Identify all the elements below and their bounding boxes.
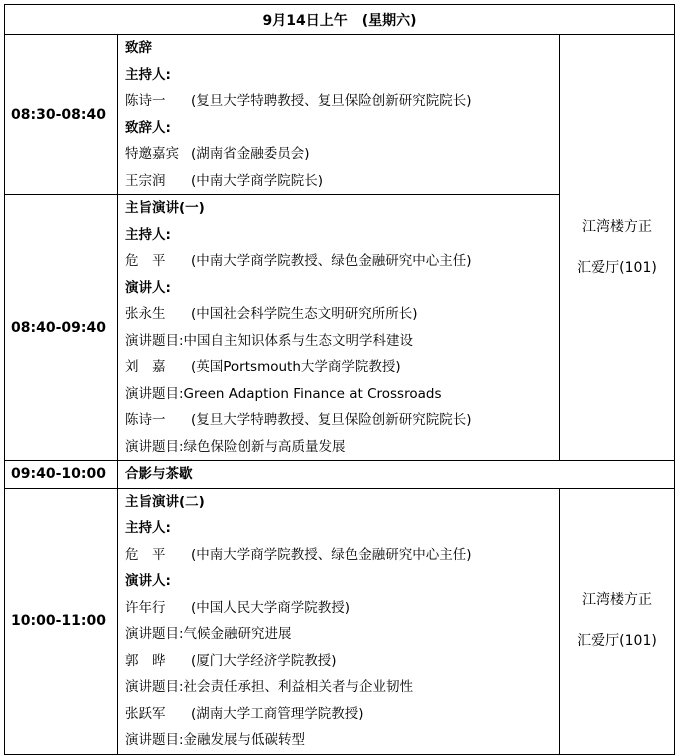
section-label (118, 35, 559, 62)
line-text: 演讲人: (125, 279, 171, 296)
venue-line-2: 汇爱厅(101) (577, 633, 657, 649)
participant-affiliation: (中南大学商学院教授、绿色金融研究中心主任) (191, 253, 472, 269)
topic-line (118, 434, 559, 461)
participant-line (118, 248, 559, 275)
session-time: 10:00-11:00 (5, 488, 118, 754)
schedule-table (4, 4, 675, 755)
session-content (118, 195, 560, 461)
line-text: 主持人: (125, 66, 171, 83)
line-text: 演讲题目:气候金融研究进展 (125, 626, 292, 642)
participant-line (118, 141, 559, 168)
section-label (118, 568, 559, 595)
section-label (118, 115, 559, 142)
schedule-header: 9月14日上午 (星期六) (5, 5, 675, 35)
line-text: 主旨演讲(二) (125, 493, 205, 510)
participant-name: 特邀嘉宾 (125, 146, 179, 162)
section-label (118, 222, 559, 249)
participant-name: 陈诗一 (125, 412, 166, 428)
venue-line-1: 江湾楼方正 (582, 592, 652, 608)
section-label (118, 515, 559, 542)
line-text: 主旨演讲(一) (125, 200, 205, 216)
venue-cell (560, 35, 675, 461)
participant-line (118, 595, 559, 622)
participant-affiliation: (中国社会科学院生态文明研究所所长) (191, 306, 418, 322)
participant-line (118, 701, 559, 728)
participant-name: 张永生 (125, 306, 166, 322)
participant-line (118, 168, 559, 195)
line-text: 致辞人: (125, 119, 171, 136)
participant-name: 许年行 (125, 599, 166, 616)
line-text: 演讲题目:绿色保险创新与高质量发展 (125, 438, 346, 455)
venue-line-1: 江湾楼方正 (582, 218, 652, 235)
line-text: 演讲题目:中国自主知识体系与生态文明学科建设 (125, 332, 414, 349)
participant-line (118, 88, 559, 115)
topic-line (118, 621, 559, 648)
participant-name: 张跃军 (125, 705, 166, 722)
participant-affiliation: (中国人民大学商学院教授) (191, 599, 351, 616)
participant-affiliation: (中南大学商学院教授、绿色金融研究中心主任) (191, 546, 472, 563)
participant-name: 刘 嘉 (125, 359, 166, 375)
topic-line (118, 381, 559, 408)
participant-affiliation: (湖南大学工商管理学院教授) (191, 705, 364, 722)
participant-name: 王宗润 (125, 172, 166, 189)
section-label (118, 275, 559, 302)
participant-line (118, 301, 559, 328)
line-text: 演讲题目:社会责任承担、利益相关者与企业韧性 (125, 679, 414, 695)
participant-name: 郭 晔 (125, 652, 166, 669)
participant-line (118, 648, 559, 675)
session-content (118, 461, 675, 489)
break-label: 合影与茶歇 (125, 466, 193, 482)
topic-line (118, 727, 559, 754)
topic-line (118, 328, 559, 355)
section-label (118, 62, 559, 89)
venue-line-2: 汇爱厅(101) (577, 259, 657, 276)
line-text: 致辞 (125, 40, 152, 56)
participant-affiliation: (中南大学商学院院长) (191, 172, 324, 189)
participant-line (118, 407, 559, 434)
participant-affiliation: (英国Portsmouth大学商学院教授) (191, 359, 401, 375)
participant-name: 危 平 (125, 253, 166, 269)
participant-affiliation: (湖南省金融委员会) (191, 146, 310, 162)
session-content (118, 488, 560, 754)
participant-line (118, 542, 559, 569)
session-content (118, 35, 560, 195)
session-time: 08:40-09:40 (5, 195, 118, 461)
participant-affiliation: (厦门大学经济学院教授) (191, 652, 337, 669)
participant-affiliation: (复旦大学特聘教授、复旦保险创新研究院院长) (191, 93, 472, 109)
session-time: 09:40-10:00 (5, 461, 118, 489)
topic-line (118, 674, 559, 701)
participant-line (118, 354, 559, 381)
line-text: 演讲题目:金融发展与低碳转型 (125, 732, 306, 748)
line-text: 演讲人: (125, 573, 171, 589)
section-label (118, 489, 559, 516)
line-text: 主持人: (125, 226, 171, 243)
participant-name: 陈诗一 (125, 93, 166, 109)
venue-cell (560, 488, 675, 754)
section-label (118, 195, 559, 222)
line-text: 主持人: (125, 520, 171, 536)
participant-affiliation: (复旦大学特聘教授、复旦保险创新研究院院长) (191, 412, 472, 428)
session-time: 08:30-08:40 (5, 35, 118, 195)
participant-name: 危 平 (125, 546, 166, 563)
line-text: 演讲题目:Green Adaption Finance at Crossroads (125, 385, 442, 402)
